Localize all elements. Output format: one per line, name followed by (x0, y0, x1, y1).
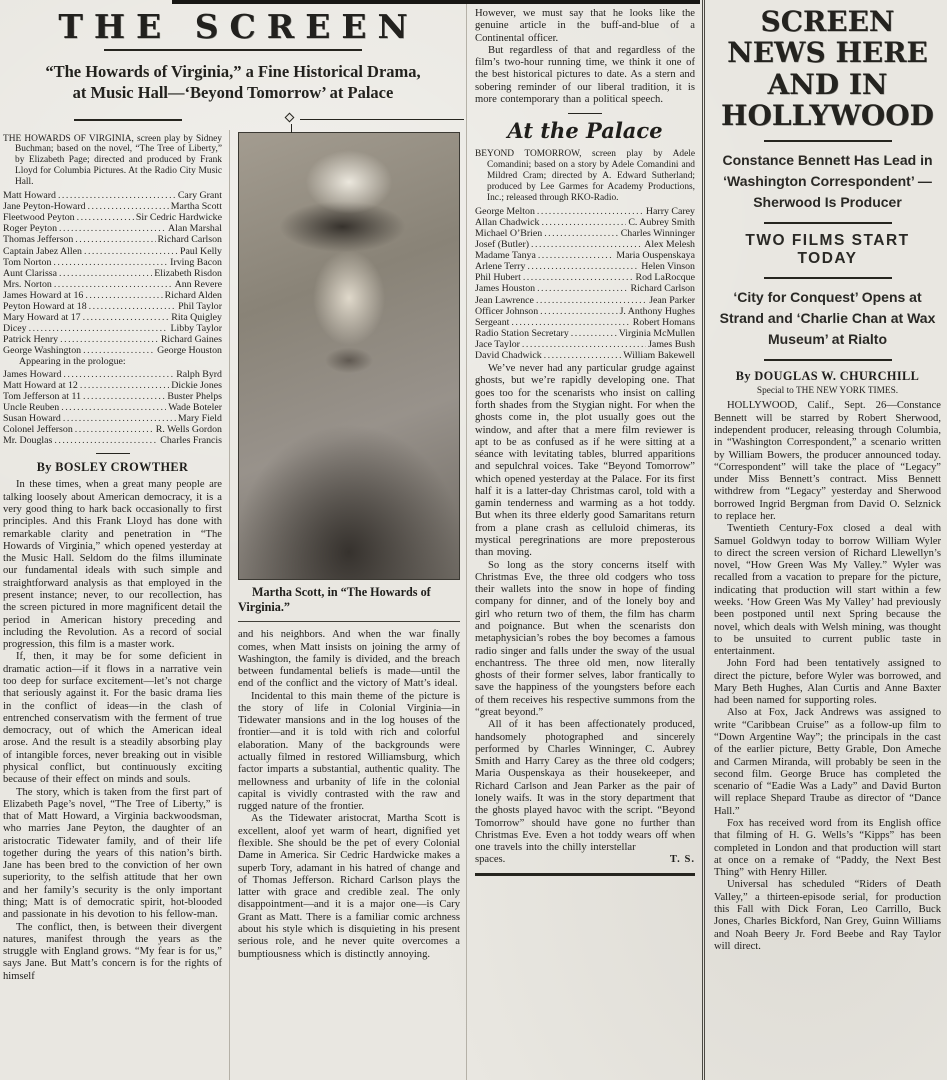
dot-leader (54, 435, 158, 446)
dot-leader (80, 380, 169, 391)
cast-row: Tom Jefferson at 11 ..... Buster Phelps (3, 391, 222, 402)
dot-leader (538, 250, 614, 261)
news-deck-1: Constance Bennett Has Lead in ‘Washington Correspondent’ —Sherwood Is Producer (722, 152, 933, 211)
screen-section (0, 0, 466, 1080)
dot-leader (63, 413, 176, 424)
cast-row: Dicey ..... Libby Taylor (3, 323, 222, 334)
dot-leader (84, 246, 178, 257)
dot-leader (60, 334, 159, 345)
paragraph: Incidental to this main theme of the picture is the story of life in Colonial Virginia—in Tidewater mansions and in the log houses of the frontier—and it is told with rich and colorful elaboration. Many of the backgrounds were actually filmed in restored Williamsburg, which factor imparts a substantial, authentic quality. The mellowness and urbanity of life in the colonial capital is vividly contrasted with the raw and rugged nature of the frontier. (238, 690, 460, 813)
news-headline-line2: AND IN HOLLYWOOD (721, 67, 934, 133)
end-rule (475, 873, 695, 876)
dot-leader (83, 345, 155, 356)
column-2 (230, 130, 466, 1080)
last-line: spaces. (475, 854, 506, 866)
cast-row: Michael O’Brien ..... Charles Winninger (475, 228, 695, 239)
palace-rule (568, 113, 602, 114)
cast-row: Tom Norton ..... Irving Bacon (3, 257, 222, 268)
dot-leader (59, 268, 152, 279)
dot-leader (77, 212, 134, 223)
column-3 (466, 0, 702, 1080)
dot-leader (522, 339, 646, 350)
headline-line1: “The Howards of Virginia,” a Fine Historical Drama, (45, 61, 421, 81)
reviewer-initials: T. S. (669, 854, 695, 866)
caption-rule (238, 621, 460, 622)
paragraph: We’ve never had any particular grudge against ghosts, but we’re rapidly developing one. That goes too for the scenarists who insist on calling forth shades from the Stygian night. For when the ghosts come in, the plot usually goes out the window, and after that a mere film reviewer is apt to be as confused as if he were sitting at a séance with levitating tables, blurred apparitions and sepulchral voices. Take “Beyond Tomorrow” which opened yesterday at the Palace. For its first half it is a latter-day Christmas carol, told with a gamin tenderness and warming as a hot toddy. But when its three elderly good Samaritans return from a plane crash as celluloid chimeras, its mystical peregrinations are more preposterous than moving. (475, 363, 695, 559)
dot-leader (63, 369, 174, 380)
paragraph: and his neighbors. And when the war finally comes, when Matt insists on joining the army of Washington, the family is divided, and the breach between fundamental beliefs is made—until the end of the conflict and the victory of Matt’s ideal. (238, 629, 460, 690)
section-title: THE SCREEN (58, 7, 419, 46)
title-rule (104, 49, 362, 51)
dot-leader (58, 190, 176, 201)
column-1 (0, 130, 230, 1080)
cast-row: Josef (Butler) ..... Alex Melesh (475, 239, 695, 250)
cast-row: Jane Peyton-Howard ..... Martha Scott (3, 201, 222, 212)
ornament (0, 110, 466, 130)
paragraph: Universal has scheduled “Riders of Death Valley,” a thirteen-episode serial, for production this Fall with Dick Foran, Leo Carrillo, Buck Jones, Charles Bickford, Nan Grey, Guinn Williams and Noah Beery Jr. Ford Beebe and Ray Taylor will direct. (714, 879, 941, 952)
diamond-ornament-icon (285, 112, 295, 122)
news-column (702, 0, 947, 1080)
review-headline (0, 61, 466, 104)
paragraph: So long as the story concerns itself with Christmas Eve, the three old codgers who toss their wallets into the snow in hope of finding company for dinner, and of the lonely boy and girl who return two of them, the film has charm and poignance. But when the scenarists don metaphysician’s robes the boy becomes a famous radio singer and falls under the sway of the usual enchantress. The three old men, now literally ghosts of their former selves, labor frantically to save the happiness of the youngsters before each of them receives his respective summons from the “great beyond.” (475, 559, 695, 718)
cast-row: Uncle Reuben ..... Wade Boteler (3, 402, 222, 413)
news-subhead: TWO FILMS START TODAY (745, 232, 910, 268)
dot-leader (537, 283, 628, 294)
news-rule-3 (764, 277, 892, 279)
screen-header (0, 0, 466, 130)
news-paragraphs (714, 400, 941, 953)
palace-cast-list (475, 206, 695, 361)
news-deck-2: ‘City for Conquest’ Opens at Strand and ‘Charlie Chan at Wax Museum’ at Rialto (719, 289, 936, 348)
photo-caption: Martha Scott, in “The Howards of Virginia.” (238, 584, 431, 615)
paragraph: The conflict, then, is between their divergent natures, manifest through the years as the struggle with England grows. “My fear is for us,” says Jane. But Matt’s concern is for the rights of himself (3, 921, 222, 982)
dot-leader (29, 323, 169, 334)
cast-row: Jace Taylor ..... James Bush (475, 339, 695, 350)
paragraph: Fox has received word from its English office that filming of H. G. Wells’s “Kipps” has been completed in London and that production will start at once on a remake of “Paddy, the Next Best Thing” with Henry Hiller. (714, 818, 941, 879)
cast-row: Radio Station Secretary ..... Virginia McMullen (475, 328, 695, 339)
dot-leader (531, 239, 642, 250)
cast-row: Patrick Henry ..... Richard Gaines (3, 334, 222, 345)
news-rule-4 (764, 359, 892, 361)
news-headline-line1: SCREEN NEWS HERE (727, 5, 928, 70)
cast-row: Fleetwood Peyton ..... Sir Cedric Hardwicke (3, 212, 222, 223)
cast-row: Mary Howard at 17 ..... Rita Quigley (3, 312, 222, 323)
cast-row: George Melton ..... Harry Carey (475, 206, 695, 217)
paragraph: HOLLYWOOD, Calif., Sept. 26—Constance Bennett will be starred by Robert Sherwood, independent producer, releasing through Columbia, in “Washington Correspondent,” a scenario written by William Bowers, the producer announced today. “Correspondent” will take the place of “Legacy” under Miss Bennett’s contract. Miss Bennett withdrew from “Legacy” yesterday and Sherwood borrowed Ingrid Bergman from David O. Selznick to replace her. (714, 400, 941, 522)
news-byline: By DOUGLAS W. CHURCHILL (735, 369, 920, 384)
ornament-right-rule (300, 119, 464, 120)
palace-heading: At the Palace (507, 118, 663, 144)
prologue-label: Appearing in the prologue: (19, 356, 126, 368)
dot-leader (59, 223, 166, 234)
review-paragraphs (3, 479, 222, 983)
ornament-tick (291, 124, 292, 133)
dot-leader (88, 201, 169, 212)
paragraph: All of it has been affectionately produced, handsomely photographed and sincerely performed by Charles Winninger, C. Aubrey Smith and Harry Carey as the three old codgers; Maria Ouspenskaya as their housekeeper, and Richard Carlson and Jean Parker as the pair of lonely waifs. It was in the story department that the ghosts played havoc with the script. “Beyond Tomorrow” should have gone no further than Christmas Eve. Even a hot toddy wears off when one travels into the chilly interstellar (475, 719, 695, 854)
cast-row: David Chadwick ..... William Bakewell (475, 350, 695, 361)
ornament-left-rule (74, 119, 182, 121)
dot-leader (571, 328, 617, 339)
dot-leader (53, 257, 168, 268)
dot-leader (541, 217, 626, 228)
paragraph: However, we must say that he looks like the genuine article in the buff-and-blue of a Continental officer. (475, 8, 695, 44)
palace-paragraphs (475, 363, 695, 854)
dot-leader (75, 424, 154, 435)
dot-leader (85, 290, 162, 301)
cast-row: Madame Tanya ..... Maria Ouspenskaya (475, 250, 695, 261)
news-rule-2 (764, 222, 892, 224)
film-credits: THE HOWARDS OF VIRGINIA, screen play by Sidney Buchman; based on the novel, “The Tree of Liberty,” by Elizabeth Page; directed and produced by Frank Lloyd for Columbia Pictures. At the Radio City Music Hall. (3, 133, 222, 188)
cast-row: Aunt Clarissa ..... Elizabeth Risdon (3, 268, 222, 279)
dot-leader (536, 295, 647, 306)
dot-leader (83, 391, 165, 402)
dot-leader (544, 228, 619, 239)
news-rule-1 (764, 140, 892, 142)
prologue-cast-list (3, 369, 222, 447)
cast-row: Arlene Terry ..... Helen Vinson (475, 261, 695, 272)
dot-leader (537, 206, 644, 217)
photo-martha-scott (238, 132, 460, 580)
paragraph: As the Tidewater aristocrat, Martha Scott is excellent, aloof yet warm of heart, dignified yet flexible. She should be the pet of every Colonial Dame in America. Sir Cedric Hardwicke makes a superb Tory, adamant in his hatred of change and of Thomas Jefferson. Richard Carlson plays the latter with grace and credible zeal. The only disappointment—and it is a major one—is Cary Grant as Matt. There is a familiar comic archness about his style which is disquieting in his present serious role, and he never quite overcomes a bumptiousness which is distinctly annoying. (238, 813, 460, 960)
paragraph: Also at Fox, Jack Andrews was assigned to write “Caribbean Cruise” as a follow-up film to “Down Argentine Way”; the principals in the cast of the earlier picture, Betty Grable, Don Ameche and Carmen Miranda, will probably be seen in the second film. George Bruce has completed the scenario of “Eadie Was a Lady” and David Burton will replace Shepard Traube as director of “Dance Hall.” (714, 707, 941, 817)
cast-row: Mr. Douglas ..... Charles Francis (3, 435, 222, 446)
byline-rule (96, 453, 130, 454)
dot-leader (511, 317, 630, 328)
dot-leader (540, 306, 617, 317)
top-rule (172, 0, 700, 4)
dot-leader (54, 279, 173, 290)
cast-row: James Houston ..... Richard Carlson (475, 283, 695, 294)
cast-row: Sergeant ..... Robert Homans (475, 317, 695, 328)
review-byline: By BOSLEY CROWTHER (36, 460, 189, 475)
cast-row: George Washington ..... George Houston (3, 345, 222, 356)
dot-leader (61, 402, 166, 413)
cast-row: Colonel Jefferson ..... R. Wells Gordon (3, 424, 222, 435)
news-headline (714, 6, 941, 131)
paragraph: But regardless of that and regardless of the film’s two-hour running time, we think it one of the best historical pictures to date. As a stern and sobering reminder of our liberal tradition, it is more contemporary than a political speech. (475, 44, 695, 105)
dot-leader (75, 234, 155, 245)
dot-leader (89, 301, 177, 312)
palace-credits: BEYOND TOMORROW, screen play by Adele Comandini; based on a story by Adele Comandini and Mildred Cram; directed by A. Edward Sutherland; produced by Lee Garmes for Academy Productions, Inc.; released through RKO-Radio. (475, 149, 695, 203)
dot-leader (523, 272, 634, 283)
cast-row: Officer Johnson ..... J. Anthony Hughes (475, 306, 695, 317)
cast-row: Jean Lawrence ..... Jean Parker (475, 295, 695, 306)
paragraph: In these times, when a great many people are talking loosely about American democracy, it is a very good thing to hark back occasionally to first principles. And this Frank Lloyd has done with remarkable clarity and penetration in “The Howards of Virginia,” which opened yesterday at the Music Hall. Seldom do the films illuminate our fundamental ideals with such simple and straightforward analysis as that employed in the present instance; never, to our recollection, has the screen pictured in more magnificent detail the period in American history preceding and including the Revolution. As a record of social progression, this film is a master work. (3, 479, 222, 651)
dot-leader (527, 261, 639, 272)
news-credit: Special to THE NEW YORK TIMES. (756, 386, 899, 397)
cast-row: Thomas Jefferson ..... Richard Carlson (3, 234, 222, 245)
cast-row: Susan Howard ..... Mary Field (3, 413, 222, 424)
cast-row: Allan Chadwick ..... C. Aubrey Smith (475, 217, 695, 228)
paragraph: John Ford had been tentatively assigned to direct the picture, before Wyler was borrowed, and Mary Beth Hughes, Alan Curtis and Anne Baxter had been named for supporting roles. (714, 658, 941, 707)
cast-row: Captain Jabez Allen ..... Paul Kelly (3, 246, 222, 257)
cast-row: Roger Peyton ..... Alan Marshal (3, 223, 222, 234)
paragraph: The story, which is taken from the first part of Elizabeth Page’s novel, “The Tree of Liberty,” is that of Matt Howard, a Virginia backwoodsman, who marries Jane Peyton, the daughter of an aristocratic Tidewater family, and of their life together during the years of this nation’s birth. Jane has been bred to the conviction of her own superiority, to the selfish attitude that her own and her family’s security is the only important thing; Matt is of democratic spirit, hot-blooded and passionate in his devotion to his fellow-man. (3, 786, 222, 921)
headline-line2: at Music Hall—‘Beyond Tomorrow’ at Palace (72, 83, 394, 103)
cast-row: James Howard at 16 ..... Richard Alden (3, 290, 222, 301)
cast-list (3, 190, 222, 356)
cast-row: James Howard ..... Ralph Byrd (3, 369, 222, 380)
cast-row: Mrs. Norton ..... Ann Revere (3, 279, 222, 290)
signature-row (475, 854, 695, 866)
dot-leader (83, 312, 170, 323)
cast-row: Peyton Howard at 18 ..... Phil Taylor (3, 301, 222, 312)
cast-row: Matt Howard at 12 ..... Dickie Jones (3, 380, 222, 391)
paragraph: If, then, it may be for some deficient in dramatic action—if it flows in a narrative vein too deep for surface excitement—let’s not charge that seriously against it. For the basic drama lies in the conflict of ideas—in the clash of entrenched conservatism with the ferment of true democracy, out of which the American ideal arose. And the result is a steadily absorbing play of intangible forces, never breaking out in visible physical conflict, but continuously exciting because of their effect on minds and souls. (3, 651, 222, 786)
paragraph: Twentieth Century-Fox closed a deal with Samuel Goldwyn today to borrow William Wyler to direct the screen version of Richard Llewellyn’s novel, “How Green Was My Valley.” Wyler was recalled from a vacation to prepare for the picture, indicating that production will start within a few weeks. ‘How Green Was My Valley’ had previously been postponed until next Spring because the novel, which deals with Welsh mining, was thought to be unsuited to current public taste in entertainment. (714, 523, 941, 658)
dot-leader (544, 350, 622, 361)
cast-row: Phil Hubert ..... Rod LaRocque (475, 272, 695, 283)
cast-row: Matt Howard ..... Cary Grant (3, 190, 222, 201)
